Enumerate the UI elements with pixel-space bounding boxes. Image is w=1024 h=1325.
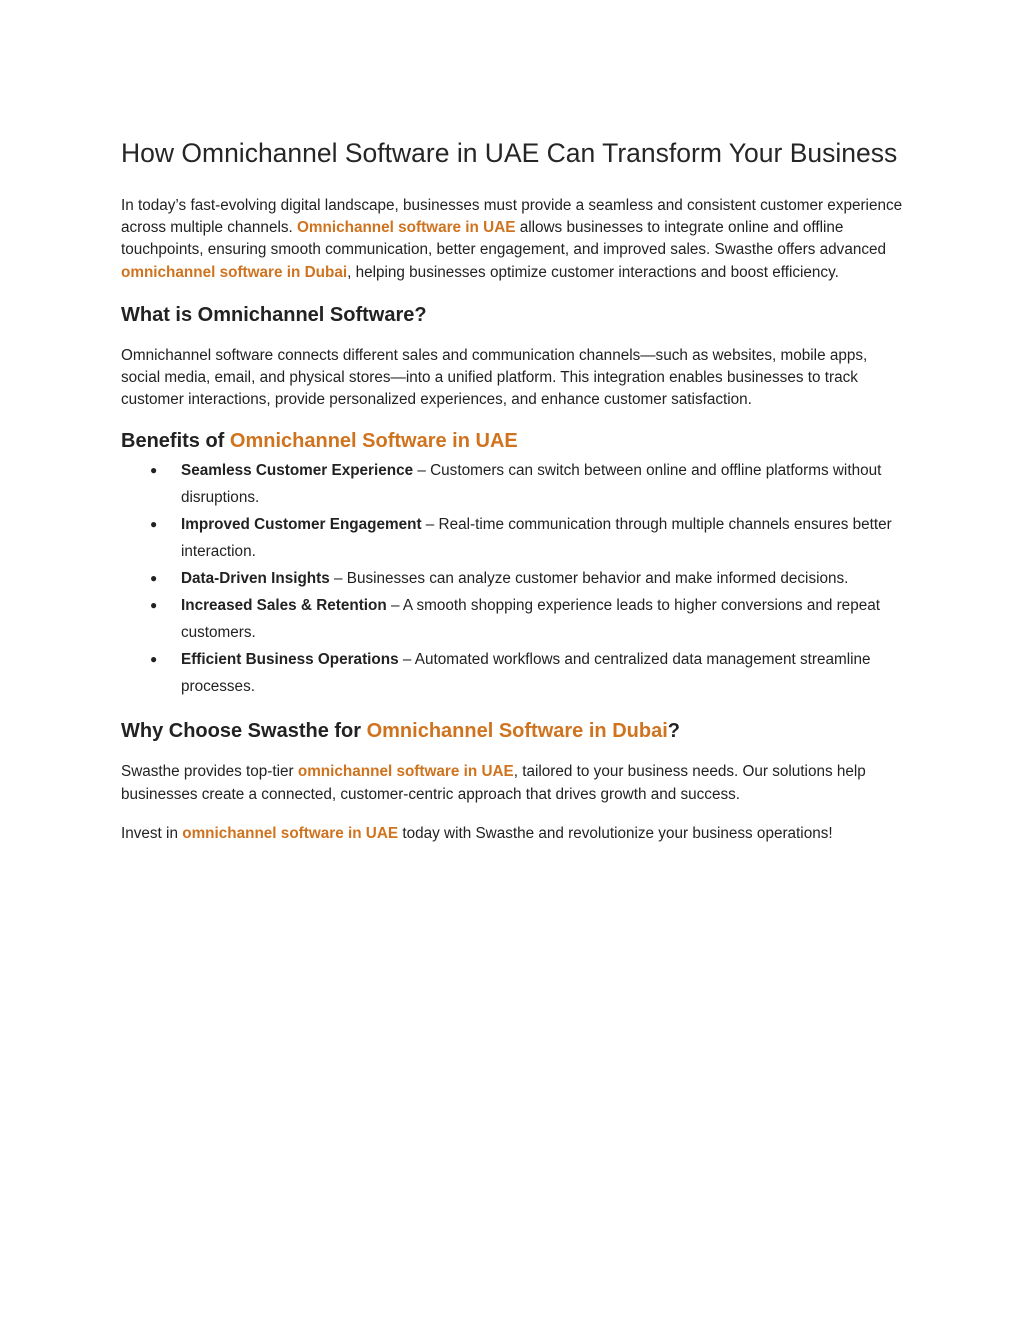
why-heading-prefix: Why Choose Swasthe for: [121, 720, 367, 743]
benefit-text: – A smooth shopping experience leads to higher conversions and repeat customers.: [181, 597, 880, 642]
intro-link-dubai[interactable]: omnichannel software in Dubai: [121, 263, 348, 281]
why-text-2: , tailored to your business needs. Our solutions help businesses create a connected, customer-centric approach that drives growth and success.: [121, 763, 866, 803]
benefit-text: – Customers can switch between online and offline platforms without disruptions.: [181, 462, 882, 507]
cta-paragraph: [121, 823, 906, 845]
benefit-item: [121, 646, 906, 700]
benefits-list: [121, 457, 906, 700]
what-heading: What is Omnichannel Software?: [121, 303, 427, 326]
benefit-title: Improved Customer Engagement: [181, 516, 422, 534]
cta-link-uae[interactable]: omnichannel software in UAE: [182, 824, 399, 842]
intro-text-3: , helping businesses optimize customer interactions and boost efficiency.: [347, 263, 839, 281]
cta-text-1: Invest in: [121, 824, 183, 842]
benefit-text: – Real-time communication through multiple channels ensures better interaction.: [181, 516, 892, 561]
intro-paragraph: [121, 195, 906, 284]
document-page: [121, 135, 906, 845]
benefits-heading-accent: Omnichannel Software in UAE: [229, 430, 518, 453]
page-title: How Omnichannel Software in UAE Can Transform Your Business: [121, 138, 898, 168]
bullet-icon: ●: [150, 598, 158, 613]
bullet-icon: ●: [150, 517, 158, 532]
why-heading: [121, 718, 906, 744]
what-paragraph: Omnichannel software connects different sales and communication channels—such as websites, mobile apps, social media, email, and physical stores—into a unified platform. This integration enables businesses to track customer interactions, provide personalized experiences, and enhance customer satisfaction.: [121, 346, 868, 409]
bullet-icon: ●: [150, 571, 158, 586]
intro-text-1: In today’s fast-evolving digital landscape, businesses must provide a seamless and consistent customer experience across multiple channels.: [121, 197, 903, 237]
benefits-heading-prefix: Benefits of: [121, 430, 230, 453]
why-heading-suffix: ?: [667, 720, 680, 743]
why-link-uae[interactable]: omnichannel software in UAE: [297, 763, 514, 781]
cta-text-2: today with Swasthe and revolutionize your business operations!: [398, 824, 833, 842]
benefit-text: – Businesses can analyze customer behavior and make informed decisions.: [329, 570, 849, 588]
benefit-item: [121, 565, 906, 592]
benefit-title: Seamless Customer Experience: [181, 462, 414, 480]
intro-link-uae[interactable]: Omnichannel software in UAE: [297, 219, 516, 237]
bullet-icon: ●: [150, 463, 158, 478]
bullet-icon: ●: [150, 652, 158, 667]
benefit-title: Efficient Business Operations: [181, 651, 399, 669]
benefit-item: [121, 457, 906, 511]
intro-text-2: allows businesses to integrate online and offline touchpoints, ensuring smooth communication, better engagement, and improved sales. Swasthe offers advanced: [121, 219, 887, 259]
benefit-item: [121, 592, 906, 646]
benefit-text: – Automated workflows and centralized data management streamline processes.: [181, 651, 871, 696]
why-paragraph: [121, 761, 906, 805]
why-heading-accent: Omnichannel Software in Dubai: [366, 720, 668, 743]
why-text-1: Swasthe provides top-tier: [121, 763, 298, 781]
benefit-item: [121, 511, 906, 565]
benefits-heading: [121, 428, 906, 454]
benefit-title: Data-Driven Insights: [181, 570, 330, 588]
benefit-title: Increased Sales & Retention: [181, 597, 387, 615]
